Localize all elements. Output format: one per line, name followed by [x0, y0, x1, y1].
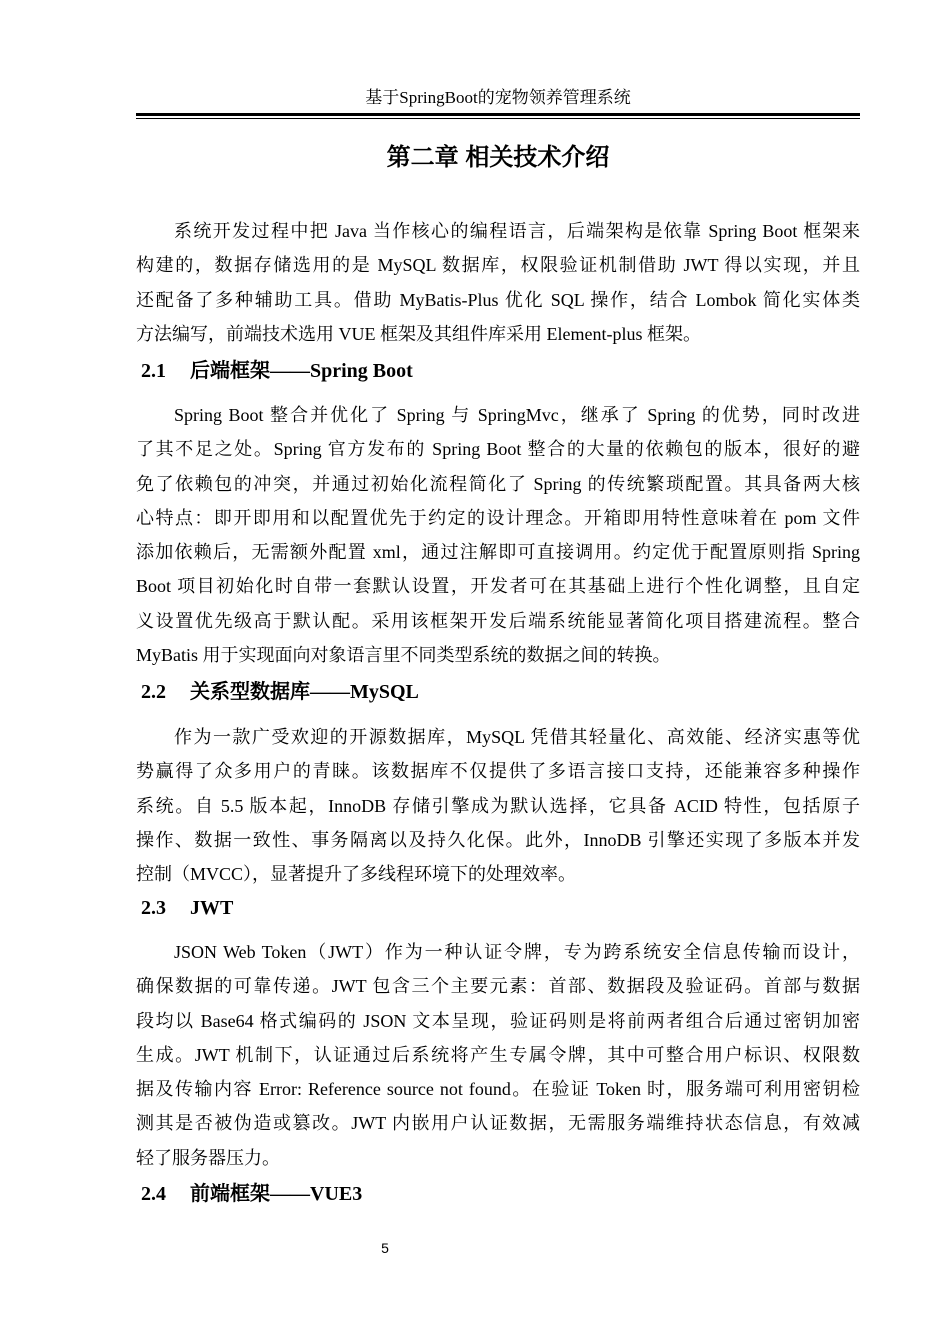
header-rule-thin	[136, 118, 860, 119]
section-number: 2.4	[141, 1183, 166, 1205]
text-line: 方法编写，前端技术选用 VUE 框架及其组件库采用 Element-plus 框架。	[136, 323, 701, 344]
section-heading-2-3	[141, 894, 233, 922]
text-line: 作为一款广受欢迎的开源数据库，MySQL 凭借其轻量化、高效能、经济实惠等优	[174, 727, 860, 747]
text-line: 据及传输内容 Error: Reference source not found。在验证 Token 时，服务端可利用密钥检	[136, 1079, 860, 1100]
text-line: Spring Boot 整合并优化了 Spring 与 SpringMvc，继承了 Spring 的优势，同时改进	[174, 405, 860, 425]
section-heading-2-1	[141, 357, 413, 385]
text-line: MyBatis 用于实现面向对象语言里不同类型系统的数据之间的转换。	[136, 645, 671, 666]
text-line: 操作、数据一致性、事务隔离以及持久化保。此外，InnoDB 引擎还实现了多版本并发	[136, 829, 860, 850]
section-number: 2.1	[141, 360, 166, 382]
text-line: 段均以 Base64 格式编码的 JSON 文本呈现，验证码则是将前两者组合后通过密钥加密	[136, 1010, 860, 1031]
text-line: 了其不足之处。Spring 官方发布的 Spring Boot 整合的大量的依赖包的版本，很好的避	[136, 439, 860, 460]
paragraph-jwt	[136, 935, 860, 1175]
text-line: 心特点：即开即用和以配置优先于约定的设计理念。开箱即用特性意味着在 pom 文件	[136, 507, 860, 528]
section-title: JWT	[190, 897, 234, 919]
text-line: 还配备了多种辅助工具。借助 MyBatis-Plus 优化 SQL 操作，结合 Lombok 简化实体类	[136, 289, 860, 310]
section-number: 2.2	[141, 681, 166, 703]
text-line: 生成。JWT 机制下，认证通过后系统将产生专属令牌，其中可整合用户标识、权限数	[136, 1044, 860, 1065]
section-title: 后端框架——Spring Boot	[190, 360, 413, 382]
text-line: 免了依赖包的冲突，并通过初始化流程简化了 Spring 的传统繁琐配置。其具备两大核	[136, 473, 860, 494]
text-line: Boot 项目初始化时自带一套默认设置，开发者可在其基础上进行个性化调整，且自定	[136, 576, 860, 597]
text-line: 添加依赖后，无需额外配置 xml，通过注解即可直接调用。约定优于配置原则指 Spring	[136, 542, 860, 563]
text-line: JSON Web Token（JWT）作为一种认证令牌，专为跨系统安全信息传输而设计，	[174, 942, 860, 962]
paragraph-spring-boot	[136, 398, 860, 672]
text-line: 势赢得了众多用户的青睐。该数据库不仅提供了多语言接口支持，还能兼容多种操作	[136, 761, 860, 782]
section-title: 关系型数据库——MySQL	[190, 681, 419, 703]
paragraph-intro	[136, 214, 860, 351]
text-line: 义设置优先级高于默认配。采用该框架开发后端系统能显著简化项目搭建流程。整合	[136, 610, 860, 631]
text-line: 测其是否被伪造或篡改。JWT 内嵌用户认证数据，无需服务端维持状态信息，有效减	[136, 1113, 860, 1134]
section-heading-2-2	[141, 678, 419, 706]
section-title: 前端框架——VUE3	[190, 1183, 363, 1205]
section-number: 2.3	[141, 897, 166, 919]
text-line: 系统开发过程中把 Java 当作核心的编程语言，后端架构是依靠 Spring Boot 框架来	[174, 221, 860, 241]
section-heading-2-4	[141, 1180, 362, 1208]
text-line: 构建的，数据存储选用的是 MySQL 数据库，权限验证机制借助 JWT 得以实现，并且	[136, 255, 860, 276]
text-line: 轻了服务器压力。	[136, 1147, 280, 1168]
paragraph-mysql	[136, 720, 860, 891]
header-rule-thick	[136, 113, 860, 116]
text-line: 系统。自 5.5 版本起，InnoDB 存储引擎成为默认选择，它具备 ACID 特性，包括原子	[136, 795, 860, 816]
page-number: 5	[381, 1240, 389, 1256]
chapter-title: 第二章 相关技术介绍	[386, 144, 610, 171]
running-header: 基于SpringBoot的宠物领养管理系统	[365, 88, 631, 107]
text-line: 控制（MVCC），显著提升了多线程环境下的处理效率。	[136, 864, 577, 885]
text-line: 确保数据的可靠传递。JWT 包含三个主要元素：首部、数据段及验证码。首部与数据	[136, 976, 860, 997]
